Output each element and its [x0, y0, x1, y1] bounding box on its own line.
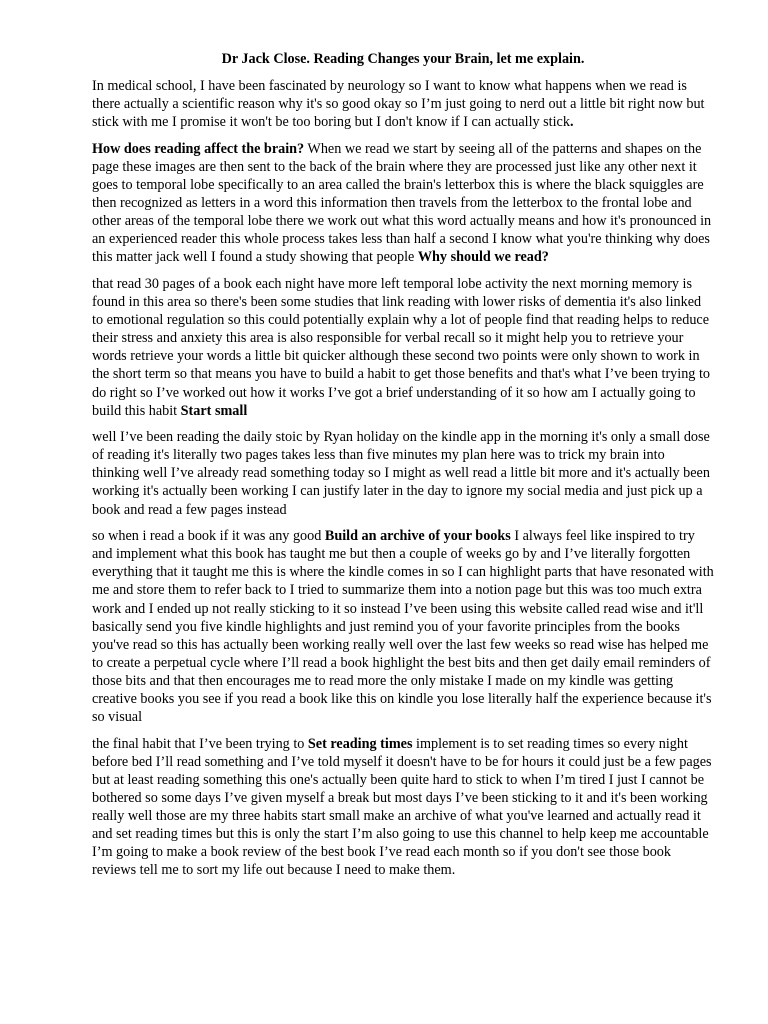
paragraph-study-text: that read 30 pages of a book each night have more left temporal lobe activity the next morning memory is found in this area so there's been some studies that link reading with lower risks of dementia it's also linked to emotional regulation so this could potentially explain why a lot of people find that reading helps to reduce their stress and anxiety this area is also responsible for verbal recall so it might help you to retrieve your words retrieve your words a little bit quicker although these second two points were only shown to work in the short term so that means you have to build a habit to get those benefits and that's what I’ve been trying to do right so I’ve worked out how it works I’ve got a brief understanding of it so how am I actually going to build this habit — [92, 275, 710, 419]
paragraph-archive-text: I always feel like inspired to try and implement what this book has taught me but then a couple of weeks go by and I’ve literally forgotten everything that it taught me this is where the kindle comes in so I can highlight parts that have resonated with me and store them to refer back to I tried to summarize them into a notion page but this was too much extra work and I ended up not really sticking to it so instead I’ve been using this website called read wise and it'll basically send you five kindle highlights and just remind you of your favorite principles from the books you've read so this has actually been working really well over the last few weeks so read wise has helped me to create a perpetual cycle where I’ll read a book highlight the best bits and then get daily email reminders of those bits and that then encourages me to read more the only mistake I made on my kindle was getting creative books you see if you read a book like this on kindle you lose literally half the experience because it's so visual — [92, 528, 714, 726]
paragraph-brain — [92, 140, 714, 267]
paragraph-intro — [92, 77, 714, 131]
paragraph-archive-lead: so when i read a book if it was any good — [92, 528, 325, 545]
paragraph-daily-stoic-text: well I’ve been reading the daily stoic by Ryan holiday on the kindle app in the morning it's only a small dose of reading it's literally two pages takes less than five minutes my plan here was to trick my brain into thinking well I’ve already read something today so I might as well read a little bit more and it's actually been working it's actually been working I can justify later in the day to ignore my social media and just pick up a book and read a few pages instead — [92, 429, 710, 518]
paragraph-intro-text: In medical school, I have been fascinated by neurology so I want to know what happens when we read is there actually a scientific reason why it's so good okay so I’m just going to nerd out a little bit right now but stick with me I promise it won't be too boring but I don't know if I can actually stick — [92, 78, 705, 131]
paragraph-study — [92, 275, 714, 420]
heading-how-reading-affects-brain: How does reading affect the brain? — [92, 140, 305, 157]
heading-set-reading-times: Set reading times — [307, 735, 413, 752]
heading-build-archive: Build an archive of your books — [324, 528, 511, 545]
paragraph-reading-times-lead: the final habit that I’ve been trying to — [92, 735, 308, 752]
paragraph-daily-stoic — [92, 428, 714, 518]
paragraph-reading-times — [92, 735, 714, 880]
paragraph-intro-period: . — [569, 114, 574, 131]
paragraph-archive — [92, 527, 714, 726]
heading-why-should-we-read: Why should we read? — [417, 249, 549, 266]
heading-start-small: Start small — [180, 402, 248, 419]
document-page — [92, 50, 714, 888]
paragraph-reading-times-text: implement is to set reading times so every night before bed I’ll read something and I’ve told myself it doesn't have to be for hours it could just be a few pages but at least reading something this one's actually been quite hard to stick to when I’m tired I just I cannot be bothered so some days I’ve given myself a break but most days I’ve been sticking to it and it's been working really well those are my three habits start small make an archive of what you've learned and actually read it and set reading times but this is only the start I’m also going to use this channel to help keep me accountable I’m going to make a book review of the best book I’ve read each month so if you don't see those book reviews tell me to sort my life out because I need to make them. — [92, 735, 712, 879]
document-title: Dr Jack Close. Reading Changes your Brain, let me explain. — [221, 51, 585, 67]
paragraph-brain-text: When we read we start by seeing all of the patterns and shapes on the page these images are then sent to the back of the brain where they are processed just like any other next it goes to temporal lobe specifically to an area called the brain's letterbox this is where the black squiggles are then recognized as letters in a word this information then travels from the letterbox to the frontal lobe and other areas of the temporal lobe there we work out what this word actually means and how it's pronounced in an experienced reader this whole process takes less than half a second I know what you're thinking why does this matter jack well I found a study showing that people — [92, 140, 712, 266]
